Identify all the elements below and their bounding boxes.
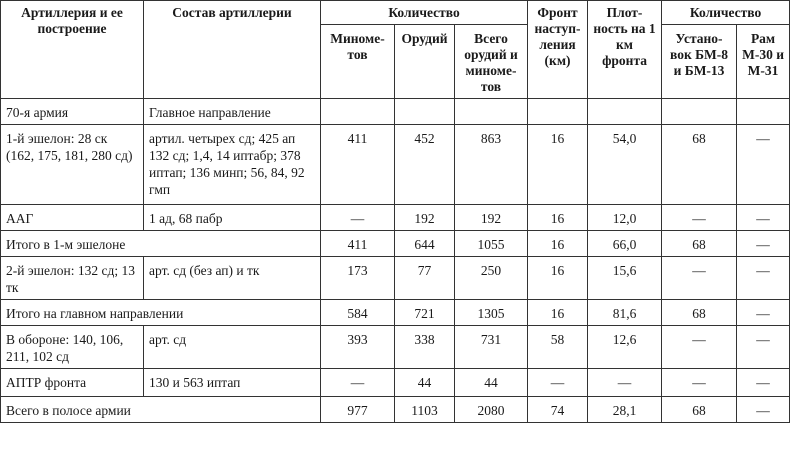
cell-unit: Итого на главном направлении	[1, 300, 321, 326]
cell-density: 54,0	[588, 125, 662, 205]
cell-mortars: 977	[321, 397, 395, 423]
cell-guns: 721	[395, 300, 455, 326]
cell-mortars: —	[321, 369, 395, 397]
table-row-subtotal	[1, 300, 790, 326]
table-row	[1, 257, 790, 300]
cell-mortars: 173	[321, 257, 395, 300]
cell-mortars: 393	[321, 326, 395, 369]
header-total: Всего орудий и миноме-тов	[455, 25, 528, 99]
table-row	[1, 326, 790, 369]
cell-front: 16	[528, 125, 588, 205]
cell-guns: 1103	[395, 397, 455, 423]
cell-front: 58	[528, 326, 588, 369]
cell-front: —	[528, 369, 588, 397]
cell-total: 250	[455, 257, 528, 300]
cell-guns	[395, 99, 455, 125]
cell-ram	[737, 99, 790, 125]
table-row	[1, 369, 790, 397]
cell-ram: —	[737, 397, 790, 423]
cell-guns: 44	[395, 369, 455, 397]
cell-ram: —	[737, 326, 790, 369]
header-front: Фронт наступ-ления (км)	[528, 1, 588, 99]
cell-ram: —	[737, 300, 790, 326]
header-group-quantity: Количество	[321, 1, 528, 25]
cell-composition: Главное направление	[144, 99, 321, 125]
cell-total	[455, 99, 528, 125]
header-guns: Орудий	[395, 25, 455, 99]
cell-density: —	[588, 369, 662, 397]
cell-ram: —	[737, 125, 790, 205]
header-unit: Артиллерия и ее построение	[1, 1, 144, 99]
cell-bm: 68	[662, 231, 737, 257]
table-row	[1, 205, 790, 231]
cell-unit: Итого в 1-м эшелоне	[1, 231, 321, 257]
cell-bm: —	[662, 369, 737, 397]
header-bm: Устано-вок БМ-8 и БМ-13	[662, 25, 737, 99]
table-row-total	[1, 397, 790, 423]
cell-density: 66,0	[588, 231, 662, 257]
cell-mortars	[321, 99, 395, 125]
cell-composition: 130 и 563 иптап	[144, 369, 321, 397]
cell-bm: 68	[662, 397, 737, 423]
cell-mortars: 411	[321, 125, 395, 205]
cell-unit: В обороне: 140, 106, 211, 102 сд	[1, 326, 144, 369]
cell-total: 863	[455, 125, 528, 205]
cell-composition: арт. сд (без ап) и тк	[144, 257, 321, 300]
cell-bm	[662, 99, 737, 125]
cell-total: 731	[455, 326, 528, 369]
cell-front: 16	[528, 300, 588, 326]
cell-front: 16	[528, 257, 588, 300]
cell-bm: 68	[662, 125, 737, 205]
table-row-subtotal	[1, 231, 790, 257]
cell-front: 74	[528, 397, 588, 423]
cell-guns: 452	[395, 125, 455, 205]
cell-ram: —	[737, 257, 790, 300]
header-composition: Состав артиллерии	[144, 1, 321, 99]
cell-ram: —	[737, 369, 790, 397]
cell-bm: 68	[662, 300, 737, 326]
cell-density: 15,6	[588, 257, 662, 300]
cell-density: 81,6	[588, 300, 662, 326]
header-ram: Рам М-30 и М-31	[737, 25, 790, 99]
table-row	[1, 125, 790, 205]
cell-density: 28,1	[588, 397, 662, 423]
cell-mortars: 411	[321, 231, 395, 257]
cell-guns: 338	[395, 326, 455, 369]
cell-front: 16	[528, 205, 588, 231]
cell-density	[588, 99, 662, 125]
cell-front: 16	[528, 231, 588, 257]
cell-unit: ААГ	[1, 205, 144, 231]
cell-ram: —	[737, 205, 790, 231]
cell-total: 44	[455, 369, 528, 397]
header-mortars: Миноме-тов	[321, 25, 395, 99]
cell-composition: артил. четырех сд; 425 ап 132 сд; 1,4, 14 иптабр; 378 иптап; 136 минп; 56, 84, 92 гмп	[144, 125, 321, 205]
cell-unit: АПТР фронта	[1, 369, 144, 397]
header-density: Плот-ность на 1 км фронта	[588, 1, 662, 99]
cell-unit: 2-й эшелон: 132 сд; 13 тк	[1, 257, 144, 300]
cell-ram: —	[737, 231, 790, 257]
cell-bm: —	[662, 205, 737, 231]
cell-total: 2080	[455, 397, 528, 423]
cell-guns: 644	[395, 231, 455, 257]
cell-unit: 1-й эшелон: 28 ск (162, 175, 181, 280 сд)	[1, 125, 144, 205]
cell-guns: 192	[395, 205, 455, 231]
table-row	[1, 99, 790, 125]
header-group-quantity-2: Количество	[662, 1, 790, 25]
cell-guns: 77	[395, 257, 455, 300]
cell-density: 12,0	[588, 205, 662, 231]
cell-bm: —	[662, 326, 737, 369]
cell-bm: —	[662, 257, 737, 300]
cell-front	[528, 99, 588, 125]
cell-total: 1305	[455, 300, 528, 326]
cell-composition: арт. сд	[144, 326, 321, 369]
cell-unit: Всего в полосе армии	[1, 397, 321, 423]
cell-density: 12,6	[588, 326, 662, 369]
cell-mortars: 584	[321, 300, 395, 326]
cell-unit: 70-я армия	[1, 99, 144, 125]
cell-composition: 1 ад, 68 пабр	[144, 205, 321, 231]
cell-mortars: —	[321, 205, 395, 231]
cell-total: 192	[455, 205, 528, 231]
cell-total: 1055	[455, 231, 528, 257]
